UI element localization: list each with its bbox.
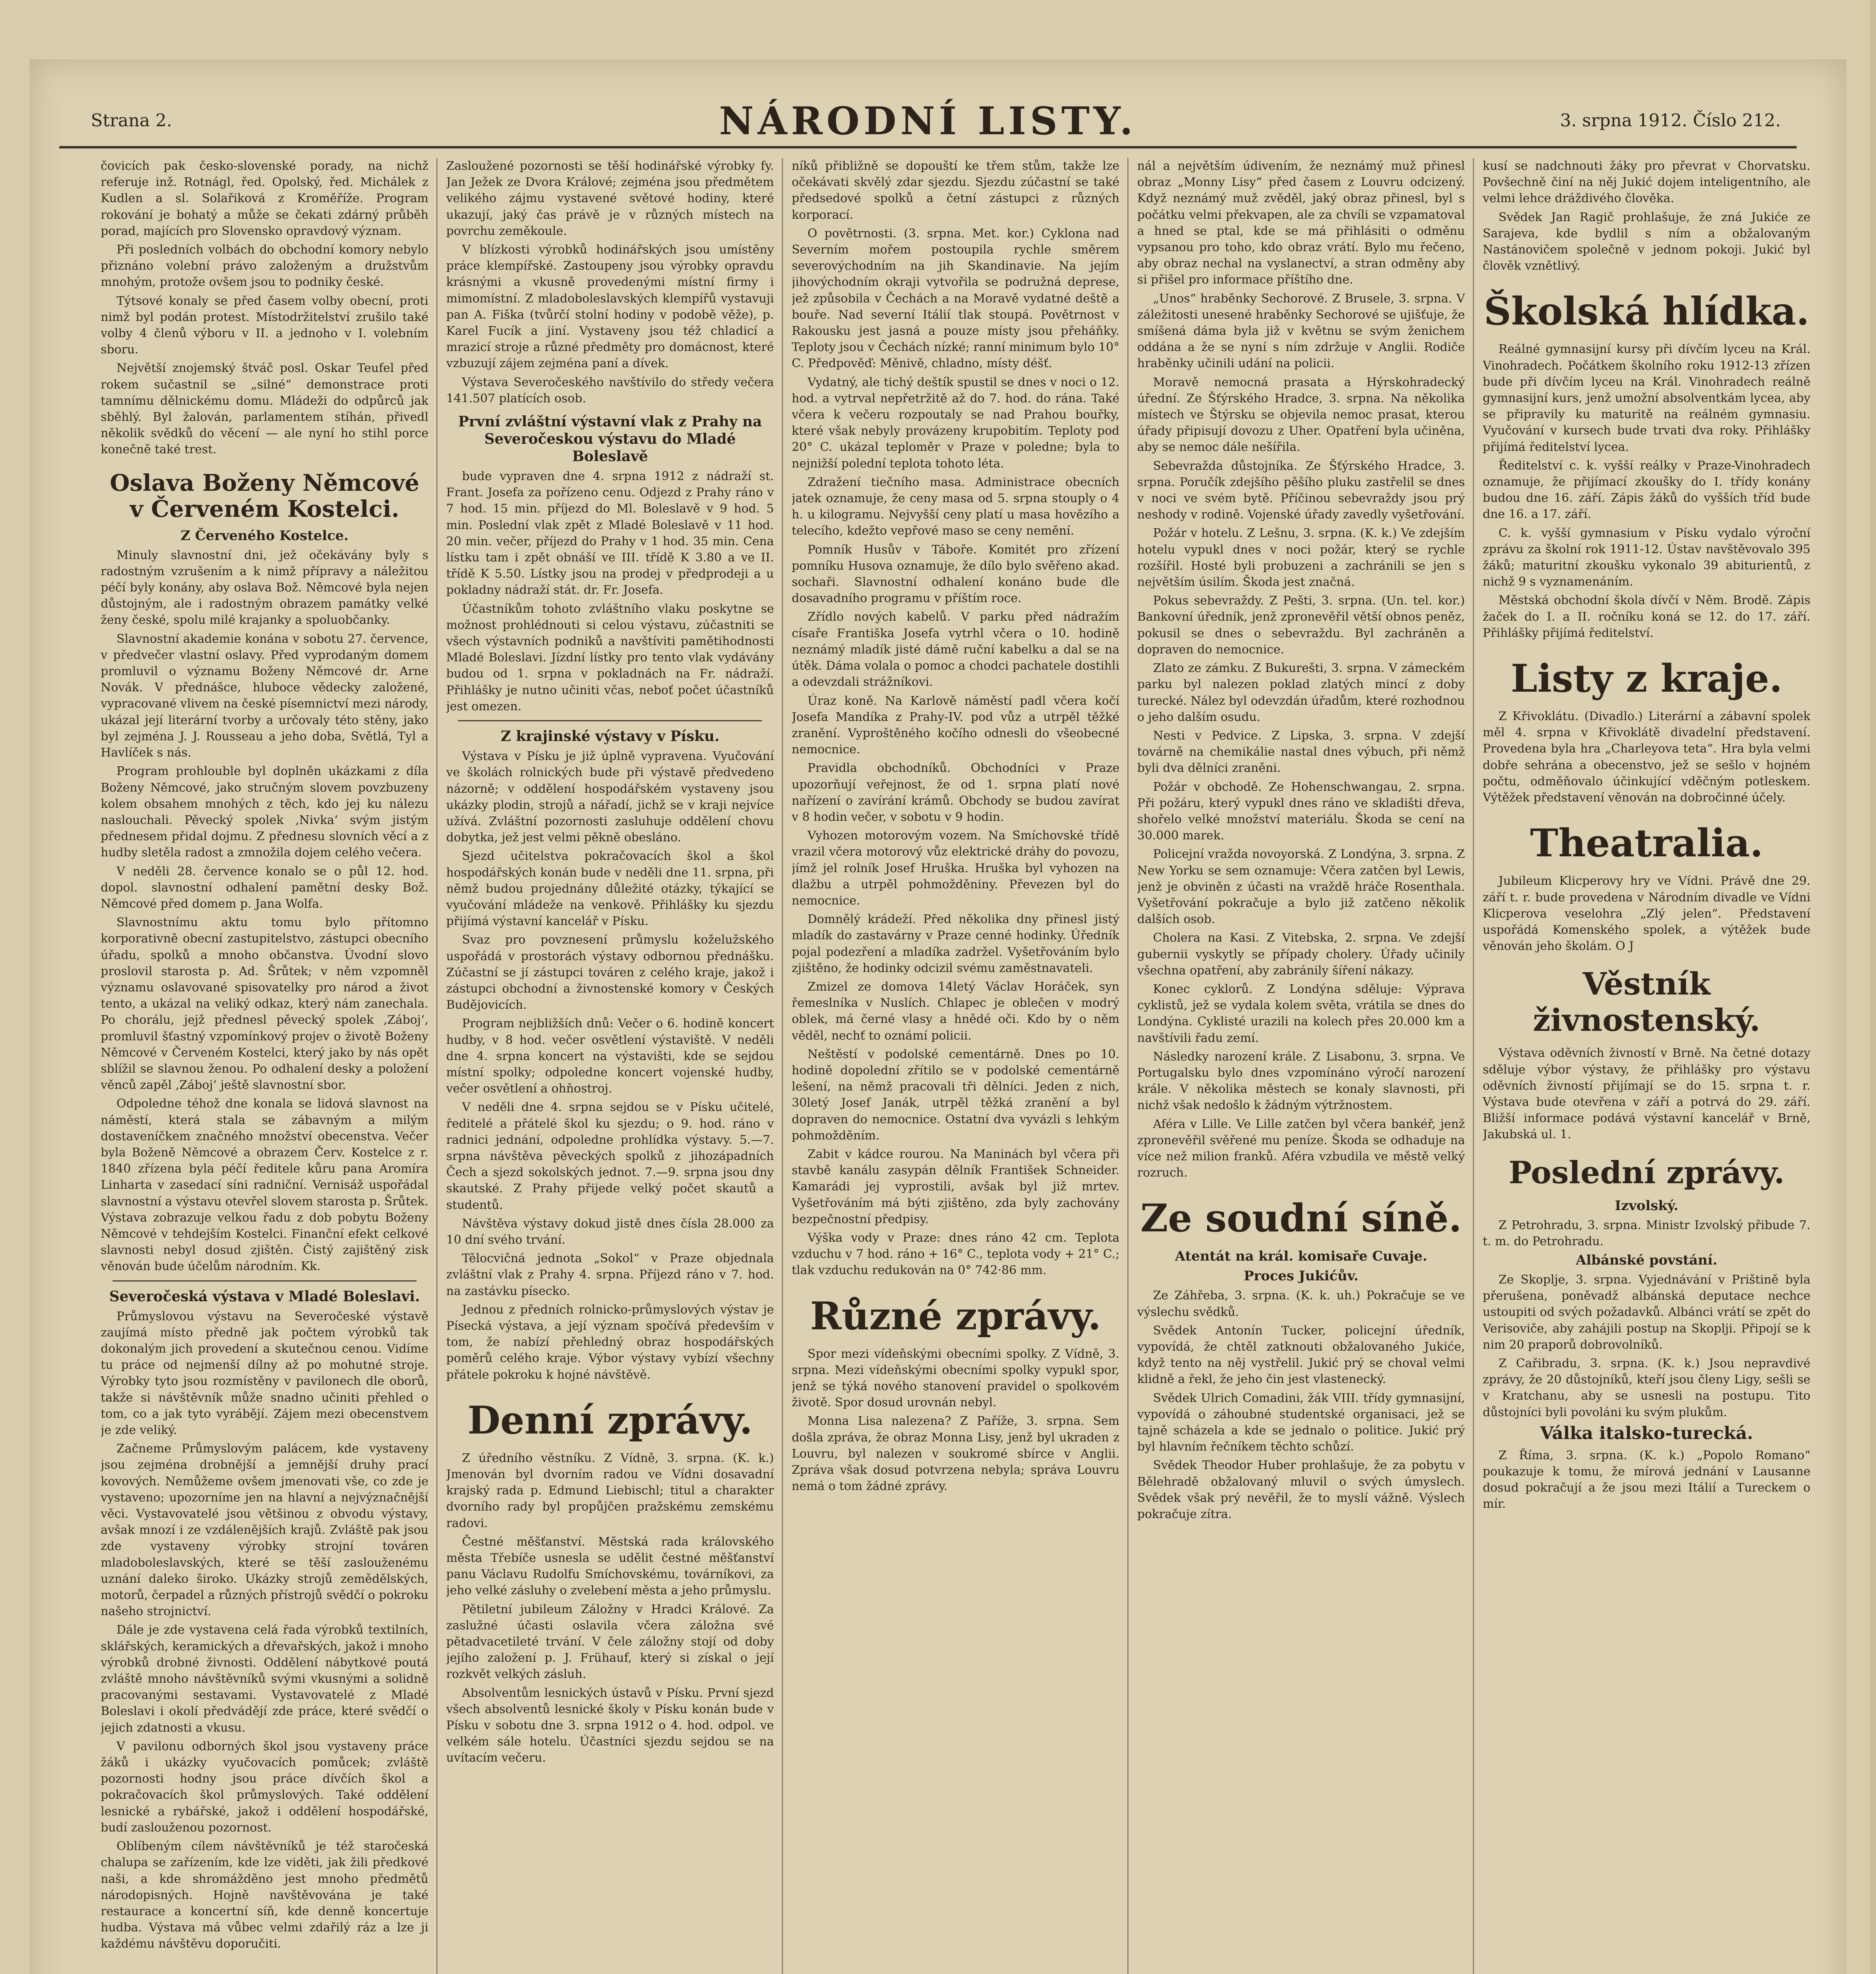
section-headline: Školská hlídka. xyxy=(1484,289,1810,334)
paragraph: Svědek Theodor Huber prohlašuje, že za pobytu v Bělehradě obžalovaný mluvil o svých úmyslech. Svědek však prý nevěřil, že to myslí vážně. Výslech pokračuje zítra. xyxy=(1137,1458,1465,1522)
paragraph: Tělocvičná jednota „Sokol“ v Praze objednala zvláštní vlak z Prahy 4. srpna. Příjezd ráno v 7. hod. na zastávku písecko. xyxy=(446,1252,774,1298)
column-3 xyxy=(792,158,1119,1974)
paragraph: Domnělý krádeží. Před několika dny přinesl jistý mladík do zastavárny v Praze cenné hodinky. Úředník pojal podezření a mladíka zadržel. Vyšetřováním bylo zjištěno, že hodinky odcizil svému zaměstnavateli. xyxy=(792,912,1119,975)
paragraph: Zřídlo nových kabelů. V parku před nádražím císaře Františka Josefa vytrhl včera o 10. hodině neznámý mladík jisté dámě ruční kabelku a dal se na útěk. Dáma volala o pomoc a chodci pachatele dostihli a odevzdali strážníkovi. xyxy=(792,610,1119,689)
paragraph: Vydatný, ale tichý deštík spustil se dnes v noci o 12. hod. a vytrval nepřetržitě až do 7. hod. do rána. Také včera k večeru rozpoutaly se nad Prahou bouřky, které však nebyly provázeny krupobitím. Teploty pod 20° C. ukázal teploměr v Praze v poledne; byla to nejnižší polední teplota tohoto léta. xyxy=(792,375,1119,471)
paragraph: Z Říma, 3. srpna. (K. k.) „Popolo Romano“ poukazuje k tomu, že mírová jednání v Lausanne dosud pokračují a že jsou mezi Itálií a Tureckem o mír. xyxy=(1483,1448,1810,1511)
paragraph: C. k. vyšší gymnasium v Písku vydalo výroční zprávu za školní rok 1911-12. Ústav navštěvovalo 395 žáků; maturitní zkoušku vykonalo 39 abiturientů, z nichž 9 s vyznamenáním. xyxy=(1483,526,1810,589)
paragraph: Slavnostnímu aktu tomu bylo přítomno korporativně obecní zastupitelstvo, zástupci obecního úřadu, spolků a mnoho občanstva. Úvodní slovo proslovil starosta p. Ad. Šrůtek; v něm vzpomněl významu oslavované spisovatelky pro národ a život tento, a ukázal na veliký odkaz, který nám zanechala. Po chorálu, jejž přednesl pěvecký spolek ‚Záboj‘, promluvil šťastný vzpomínkový projev o životě Boženy Němcové v Červeném Kostelci, který jako by nás opět sblížil se slavnou ženou. Po odhalení desky a položení věnců zapěl ‚Záboj‘ ještě slavnostní sbor. xyxy=(101,916,428,1092)
section-headline: Různé zprávy. xyxy=(810,1293,1101,1338)
paragraph: Spor mezi vídeňskými obecními spolky. Z Vídně, 3. srpna. Mezi vídeňskými obecními spolky vypukl spor, jenž se týká nového stanovení pravidel o spolkovém životě. Spor dosud urovnán nebyl. xyxy=(792,1347,1119,1410)
paragraph: Oblíbeným cílem návštěvníků je též staročeská chalupa se zařízením, kde lze viděti, jak žili předkové naši, a kde shromážděno jest mnoho předmětů národopisných. Hojně navštěvována je také restaurace a koncertní síň, kde denně koncertuje hudba. Výstava má vůbec velmi zdařilý ráz a lze ji každému návštěvu doporučiti. xyxy=(101,1839,428,1951)
paragraph: Aféra v Lille. Ve Lille zatčen byl včera bankéř, jenž zpronevěřil svěřené mu peníze. Škoda se odhaduje na více než milion franků. Aféra vzbudila ve městě velký rozruch. xyxy=(1137,1117,1465,1180)
paragraph: Průmyslovou výstavu na Severočeské výstavě zaujímá místo předně jak počtem výrobků tak dokonalým jich provedení a skutečnou cenou. Vidíme tu práce od nejmenší dílny až po mohutné stroje. Výrobky tyto jsou rozmístěny v pavilonech dle oborů, takže si návštěvník může snadno učiniti přehled o tom, co a jak tyto vyrábějí. Zájem mezi obecenstvem je zde veliký. xyxy=(101,1309,428,1437)
article-subtitle: Z Červeného Kostelce. xyxy=(180,527,349,544)
paragraph: Zlato ze zámku. Z Bukurešti, 3. srpna. V zámeckém parku byl nalezen poklad zlatých mincí z doby turecké. Nález byl odevzdán úřadům, které rozhodnou o jeho dalším osudu. xyxy=(1137,661,1465,724)
paragraph: Nesti v Pedvice. Z Lipska, 3. srpna. V zdejší továrně na chemikálie nastal dnes výbuch, při němž byli dva dělníci zraněni. xyxy=(1137,728,1465,775)
column-1 xyxy=(101,158,428,1974)
column-4 xyxy=(1137,158,1465,1974)
divider xyxy=(113,1280,417,1282)
section-headline: Ze soudní síně. xyxy=(1140,1196,1462,1241)
section-headline: Listy z kraje. xyxy=(1510,656,1783,701)
article-headline: Z krajinské výstavy v Písku. xyxy=(500,728,720,745)
paragraph: Pomník Husův v Táboře. Komitét pro zřízení pomníku Husova oznamuje, že dílo bylo svěřeno akad. sochaři. Slavnostní odhalení konáno bude dle dosavadního programu v příštím roce. xyxy=(792,542,1119,606)
article-headline: Oslava Boženy Němcové v Červeném Kostelci. xyxy=(110,469,419,522)
paragraph: Z úředního věstníku. Z Vídně, 3. srpna. (K. k.) Jmenován byl dvorním radou ve Vídni dosavadní krajský rada p. Edmund Liebischl; titul a charakter dvorního rady byl propůjčen pražskému zemskému radovi. xyxy=(446,1451,774,1530)
column-rule xyxy=(1473,158,1474,1974)
paragraph: Program nejbližších dnů: Večer o 6. hodině koncert hudby, v 8 hod. večer osvětlení výstaviště. V neděli dne 4. srpna koncert na výstavišti, kde se sejdou místní spolky; odpoledne koncert vojenské hudby, večer osvětlení a ohňostroj. xyxy=(446,1017,774,1096)
column-2 xyxy=(446,158,774,1974)
paragraph: Požár v obchodě. Ze Hohenschwangau, 2. srpna. Při požáru, který vypukl dnes ráno ve skladišti dřeva, shořelo velké množství materiálu. Škoda se cení na 30.000 marek. xyxy=(1137,780,1465,843)
paragraph: Z Petrohradu, 3. srpna. Ministr Izvolský přibude 7. t. m. do Petrohradu. xyxy=(1483,1218,1810,1248)
paragraph: Slavnostní akademie konána v sobotu 27. července, v předvečer vlastní oslavy. Před vyprodaným domem promluvil o významu Boženy Němcové dr. Arne Novák. V přednášce, hluboce vědecky založené, vypracované vlivem na české písemnictví mezi národy, ukázal její literární tvorby a určovaly této stěny, jako byl zejména J. J. Rousseau a jeho doba, Světlá, Tyl a Havlíček s nás. xyxy=(101,632,428,760)
paragraph: V neděli dne 4. srpna sejdou se v Písku učitelé, ředitelé a přátelé škol ku sjezdu; o 9. hod. ráno v radnici jednání, odpoledne prohlídka výstavy. 5.—7. srpna návštěva pěveckých spolků z jihozápadních Čech a sjezd sokolských jednot. 7.—9. srpna jsou dny skautské. Z Prahy přijede velký počet skautů a studentů. xyxy=(446,1100,774,1212)
paragraph: Ředitelství c. k. vyšší reálky v Praze-Vinohradech oznamuje, že přijímací zkoušky do I. třídy konány budou dne 16. září. Zápis žáků do vyšších tříd bude dne 16. a 17. září. xyxy=(1483,458,1810,522)
paragraph: Následky narození krále. Z Lisabonu, 3. srpna. Ve Portugalsku bylo dnes vzpomínáno výročí narození krále. V několika městech se konaly slavnosti, při nichž však nedošlo k žádným výtržnostem. xyxy=(1137,1049,1465,1113)
paragraph: Svědek Ulrich Comadini, žák VIII. třídy gymnasijní, vypovídá o záhoubné studentské organisaci, jež se tajně scházela a kde se jednalo o politice. Jukić prý byl hlavním řečníkem těchto schůzí. xyxy=(1137,1391,1465,1454)
paragraph: níků přibližně se dopouští ke třem stům, takže lze očekávati skvělý zdar sjezdu. Sjezdu zúčastní se také předsedové spolků a četní zástupci z různých korporací. xyxy=(792,159,1119,222)
paragraph: Největší znojemský štváč posl. Oskar Teufel před rokem sučastnil se „silné“ demonstrace proti tamnímu dělnickému domu. Mládeži do odpůrců jak sběhlý. Byl žalován, parlamentem stíhán, přivedl několik svědků do věcení — ale nyní ho stihl porce konečně také trest. xyxy=(101,361,428,457)
paragraph: Čestné měšťanství. Městská rada královského města Třebíče usnesla se udělit čestné měšťanství panu Václavu Rudolfu Smíchovskému, továrníkovi, za jeho velké zásluhy o zvelebení města a jeho průmyslu. xyxy=(446,1535,774,1598)
column-rule xyxy=(1127,158,1129,1974)
paragraph: Absolventům lesnických ústavů v Písku. První sjezd všech absolventů lesnické školy v Písku konán bude v Písku v sobotu dne 3. srpna 1912 o 4. hod. odpol. ve velkém sále hotelu. Účastníci sjezdu sejdou se na uvítacím večeru. xyxy=(446,1686,774,1765)
paragraph: Úraz koně. Na Karlově náměstí padl včera kočí Josefa Mandíka z Prahy-IV. pod vůz a utrpěl těžké zranění. Vyproštěného kočího odnesli do všeobecné nemocnice. xyxy=(792,694,1119,757)
paragraph: Moravě nemocná prasata a Hýrskohradecký úřední. Ze Šťýrského Hradce, 3. srpna. Na několika místech ve Štýrsku se objevila nemoc prasat, kterou úřady připisují dovozu z Uher. Opatření byla učiněna, aby se nemoc dále nešířila. xyxy=(1137,375,1465,454)
paragraph: Zmizel ze domova 14letý Václav Horáček, syn řemeslníka v Nuslích. Chlapec je oblečen v modrý oblek, má černé vlasy a hnědé oči. Kdo by o něm věděl, nechť to oznámí policii. xyxy=(792,979,1119,1043)
page-number: Strana 2. xyxy=(91,111,172,131)
scan-edge xyxy=(1870,0,1876,1974)
masthead xyxy=(59,99,1797,148)
column-rule xyxy=(782,158,783,1974)
section-headline: Denní zprávy. xyxy=(467,1398,753,1443)
paragraph: Zasloužené pozornosti se těší hodinářské výrobky fy. Jan Ježek ze Dvora Králové; zejména jsou předmětem velikého zájmu vystavené světové hodiny, které ukazují, jaký čas právě je v různých místech na povrchu zeměkoule. xyxy=(446,159,774,238)
section-headline: Poslední zprávy. xyxy=(1508,1154,1785,1191)
paragraph: Při posledních volbách do obchodní komory nebylo přiznáno volební právo založeným a družstvům mnohým, protože ovšem jsou to podniky české. xyxy=(101,243,428,289)
article-subtitle: Proces Jukićův. xyxy=(1243,1268,1359,1284)
paragraph: Začneme Průmyslovým palácem, kde vystaveny jsou zejména drobnější a jemnější druhy prací kovových. Nemůžeme ovšem jmenovati vše, co zde je vystaveno; upozorníme jen na hlavní a nejvýznačnější věci. Vystavovatelé jsou většinou z obvodu výstavy, avšak mnozí i ze vzdálenějších krajů. Zvláště pak jsou zde vystaveny výrobky strojní továren mladoboleslavských, které se těší zaslouženému uznání daleko široko. Ukázky strojů zemědělských, motorů, čerpadel a různých přístrojů svědčí o pokroku našeho strojnictví. xyxy=(101,1442,428,1619)
paragraph: Z Cařibradu, 3. srpna. (K. k.) Jsou nepravdivé zprávy, že 20 důstojníků, kteří jsou členy Ligy, sešli se v Kratchanu, aby se usnesli na postupu. Tito důstojníci byli povoláni ku svým plukům. xyxy=(1483,1356,1810,1419)
paragraph: Výstava oděvních živností v Brně. Na četné dotazy sděluje výbor výstavy, že přihlášky pro výstavu oděvních živností přijímají se do 15. srpna t. r. Výstava bude otevřena v září a potrvá do 29. září. Bližší informace podává výstavní kancelář v Brně, Jakubská ul. 1. xyxy=(1483,1046,1810,1142)
paragraph: Monna Lisa nalezena? Z Paříže, 3. srpna. Sem došla zpráva, že obraz Monna Lisy, jenž byl ukraden z Louvru, byl nalezen v soukromé sbírce v Anglii. Zpráva však dosud potvrzena nebyla; správa Louvru nemá o tom žádné zprávy. xyxy=(792,1414,1119,1494)
paragraph: Z Křivoklátu. (Divadlo.) Literární a zábavní spolek měl 4. srpna v Křivoklátě divadelní představení. Provedena byla hra „Charleyova teta“. Hra byla velmi dobře sehrána a obecenstvo, jež se sešlo v hojném počtu, odměňovalo účinkující vděčným potleskem. Výtěžek představení věnován na dobročinné účely. xyxy=(1483,709,1810,805)
paragraph: Městská obchodní škola dívčí v Něm. Brodě. Zápis žaček do I. a II. ročníku koná se 12. do 17. září. Přihlášky přijímá ředitelství. xyxy=(1483,593,1810,640)
paragraph: Pokus sebevraždy. Z Pešti, 3. srpna. (Un. tel. kor.) Bankovní úředník, jenž zpronevěřil větší obnos peněz, pokusil se dnes o sebevraždu. Byl zachráněn a dopraven do nemocnice. xyxy=(1137,594,1465,657)
paragraph: Sjezd učitelstva pokračovacích škol a škol hospodářských konán bude v neděli dne 11. srpna, při němž budou projednány důležité otázky, týkající se vyučování mládeže na venkově. Přihlášky ku sjezdu přijímá výstavní kancelář v Písku. xyxy=(446,849,774,929)
paragraph: Dále je zde vystavena celá řada výrobků textilních, sklářských, keramických a dřevařských, jakož i mnoho výrobků drobné živnosti. Oddělení nábytkové poutá zvláště mnoho návštěvníků svými vkusnými a solidně pracovanými sestavami. Vystavovatelé z Mladé Boleslavi i okolí předvádějí zde práce, které svědčí o jejich zdatnosti a vkusu. xyxy=(101,1623,428,1735)
paragraph: Konec cyklorů. Z Londýna sděluje: Výprava cyklistů, jež se vydala kolem světa, vrátila se dnes do Londýna. Cyklisté urazili na kolech přes 20.000 km a navštívili řadu zemí. xyxy=(1137,982,1465,1045)
article-subtitle: Albánské povstání. xyxy=(1576,1252,1718,1268)
paragraph: Výška vody v Praze: dnes ráno 42 cm. Teplota vzduchu v 7 hod. ráno + 16° C., teplota vody + 21° C.; tlak vzduchu redukován na 0° 742·86 mm. xyxy=(792,1231,1119,1278)
paragraph: Reálné gymnasijní kursy při dívčím lyceu na Král. Vinohradech. Počátkem školního roku 1912-13 zřízen bude při dívčím lyceu na Král. Vinohradech reálně gymnasijní kurs, jenž umožní absolventkám lycea, aby se připravily ku maturitě na reálném gymnasiu. Vyučování v kursech bude trvati dva roky. Přihlášky přijímá ředitelství lycea. xyxy=(1483,342,1810,454)
column-5 xyxy=(1483,158,1810,1974)
paragraph: bude vypraven dne 4. srpna 1912 z nádraží st. Frant. Josefa za pořízeno cenu. Odjezd z Prahy ráno v 7 hod. 15 min. příjezd do Ml. Boleslavě v 9 hod. 5 min. Poslední vlak zpět z Mladé Boleslavě v 11 hod. 20 min. večer, příjezd do Prahy v 1 hod. 35 min. Cena lístku tam i zpět obnáší ve III. třídě K 3.80 a ve II. třídě K 5.50. Lístky jsou na prodej v předprodeji a u pokladny nádraží stát. dr. Fr. Josefa. xyxy=(446,469,774,597)
paragraph: Pravidla obchodníků. Obchodníci v Praze upozorňují veřejnost, že od 1. srpna platí nové nařízení o zavírání krámů. Obchody se budou zavírat v 8 hodin večer, v sobotu v 9 hodin. xyxy=(792,761,1119,824)
paragraph: Výstava Severočeského navštívilo do středy večera 141.507 platících osob. xyxy=(446,375,774,405)
paragraph: Pětiletní jubileum Záložny v Hradci Králové. Za zaslužné účasti oslavila včera záložna své pětadvacetileté trvání. V čele záložny stojí od doby jejího založení p. J. Frühauf, který si získal o její rozkvět velkých zásluh. xyxy=(446,1602,774,1681)
paragraph: Jubileum Klicperovy hry ve Vídni. Právě dne 29. září t. r. bude provedena v Národním divadle ve Vídni Klicperova veselohra „Zlý jelen“. Představení uspořádá Komenského spolek, a výtěžek bude věnován jeho školám. O J xyxy=(1483,874,1810,953)
paragraph: Účastníkům tohoto zvláštního vlaku poskytne se možnost prohlédnouti si celou výstavu, zúčastniti se všech výstavních podniků a navštíviti pamětihodnosti Mladé Boleslavi. Jízdní lístky pro tento vlak vydávány budou od 1. srpna v pokladnách na Fr. nádraží. Přihlášky je nutno učiniti včas, neboť počet účastníků jest omezen. xyxy=(446,602,774,713)
newspaper-title: NÁRODNÍ LISTY. xyxy=(719,99,1137,143)
paragraph: Vyhozen motorovým vozem. Na Smíchovské třídě vrazil včera motorový vůz elektrické dráhy do povozu, jímž jel rolník Josef Hruška. Hruška byl vyhozen na dlažbu a utrpěl pohmožděniny. Převezen byl do nemocnice. xyxy=(792,829,1119,908)
article-subtitle: Atentát na král. komisaře Cuvaje. xyxy=(1175,1248,1427,1265)
paragraph: Výstava v Písku je již úplně vypravena. Vyučování ve školách rolnických bude při výstavě předvedeno názorně; v oddělení hospodářském vystaveny jsou ukázky plodin, strojů a nářadí, jichž se v kraji nejvíce užívá. Zvláštní pozornosti zasluhuje oddělení chovu dobytka, jež jest velmi pěkně obesláno. xyxy=(446,749,774,845)
paragraph: Jednou z předních rolnicko-průmyslových výstav je Písecká výstava, a její význam spočívá především v tom, že nabízí přehledný obraz hospodářských poměrů celého kraje. Výbor výstavy vybízí všechny přátele pokroku k hojné návštěvě. xyxy=(446,1302,774,1382)
column-rule xyxy=(436,158,438,1974)
section-headline: Věstník živnostenský. xyxy=(1533,966,1760,1039)
paragraph: Cholera na Kasi. Z Vitebska, 2. srpna. Ve zdejší gubernii vyskytly se případy cholery. Úřady učinily všechna opatření, aby zabránily šíření nákazy. xyxy=(1137,931,1465,978)
paragraph: O povětrnosti. (3. srpna. Met. kor.) Cyklona nad Severním mořem postoupila rychle směrem severovýchodním na jih Skandinavie. Na jejím jihovýchodním okraji vytvořila se podružná deprese, jež způsobila v Čechách a na Moravě vydatné deště a bouře. Nad severní Itálií tlak stoupá. Povětrnost v Rakousku jest jasná a pouze místy jsou přeháňky. Teploty jsou v Čechách nízké; ranní minimum bylo 10° C. Předpověď: Měnivě, chladno, místy déšť. xyxy=(792,226,1119,371)
article-headline: Severočeská výstava v Mladé Boleslavi. xyxy=(109,1288,420,1305)
paragraph: Ze Záhřeba, 3. srpna. (K. k. uh.) Pokračuje se ve výslechu svědků. xyxy=(1137,1289,1465,1319)
paragraph: Ze Skoplje, 3. srpna. Vyjednávání v Prištině byla přerušena, poněvadž albánská deputace nechce ustoupiti od svých požadavků. Albánci vrátí se zpět do Verisoviče, aby zahájili postup na Skoplji. Připojí se k nim 20 praporů dobrovolníků. xyxy=(1483,1272,1810,1352)
paragraph: čovicích pak česko-slovenské porady, na nichž referuje inž. Rotnágl, řed. Opolský, řed. Michálek z Kudlen a sl. Solařiková z Kroměříže. Program rokování je bohatý a může se čekati zdárný průběh porad, majících pro Slovensko opravdový význam. xyxy=(101,159,428,238)
paragraph: Zdražení tiečního masa. Administrace obecních jatek oznamuje, že ceny masa od 5. srpna stouply o 4 h. u kilogramu. Nejvyšší ceny platí u masa hovězího a telecího, kdežto vepřové maso se ceny nemění. xyxy=(792,475,1119,538)
paragraph: „Unos“ hraběnky Sechorové. Z Brusele, 3. srpna. V záležitosti unesené hraběnky Sechorové se ujišťuje, že smíšená dáma byla již v květnu se svým ženichem oddána a že se nyní s ním zdržuje v Anglii. Rodiče hraběnky učinili udání na policii. xyxy=(1137,291,1465,371)
paragraph: Požár v hotelu. Z Lešnu, 3. srpna. (K. k.) Ve zdejším hotelu vypukl dnes v noci požár, který se rychle rozšířil. Hosté byli probuzeni a zachránili se jen s největším úsilím. Škoda jest značná. xyxy=(1137,526,1465,589)
paragraph: Návštěva výstavy dokud jistě dnes čísla 28.000 za 10 dní svého trvání. xyxy=(446,1216,774,1247)
paragraph: Svědek Antonín Tucker, policejní úředník, vypovídá, že chtěl zatknouti obžalovaného Jukiće, když tento na něj vystřelil. Jukić prý se choval velmi klidně a řekl, že jeho čin jest vlastenecký. xyxy=(1137,1323,1465,1387)
paragraph: Týtsové konaly se před časem volby obecní, proti nimž byl podán protest. Místodržitelství zrušilo také volby 4 členů výboru v II. a jednoho v I. volebním sboru. xyxy=(101,294,428,357)
article-headline: První zvláštní výstavní vlak z Prahy na Severočeskou výstavu do Mladé Boleslavě xyxy=(458,413,762,465)
paragraph: V pavilonu odborných škol jsou vystaveny práce žáků i ukázky vyučovacích pomůcek; zvláště pozornosti hodny jsou práce dívčích škol a pokračovacích škol průmyslových. Také oddělení lesnické a rybářské, jakož i oddělení hospodářské, budí zaslouženou pozornost. xyxy=(101,1739,428,1835)
paragraph: V blízkosti výrobků hodinářských jsou umístěny práce klempířské. Zastoupeny jsou výrobky opravdu krásnými a vkusně provedenými místní firmy i mimomístní. Z mladoboleslavských klempířů vystavuji pan A. Fiška (tvůrčí stolní hodiny v podobě věže), p. Karel Fucík a jiní. Vystaveny jsou též chladicí a mrazicí stroje a různé předměty pro domácnost, které vzbuzují zájem zejména paní a dívek. xyxy=(446,243,774,371)
paragraph: Odpoledne téhož dne konala se lidová slavnost na náměstí, která stala se zábavným a milým dostaveníčkem značného množství obecenstva. Večer byla Boženě Němcové a obrazem Červ. Kostelce z r. 1840 zřízena byla péčí ředitele kůru pana Aromíra Linharta v zasedací síni radniční. Vernisáž uspořádal slavnostní a výstavu otevřel slovem starosta p. Šrůtek. Výstava zobrazuje velkou řadu z dob pobytu Boženy Němcové v tehdejším Kostelci. Finanční efekt celkové slavnosti nebyl dosud zjištěn. Čistý zajištěný zisk věnován bude účelům národním. Kk. xyxy=(101,1097,428,1274)
divider xyxy=(458,720,762,721)
article-subtitle: Válka italsko-turecká. xyxy=(1540,1423,1753,1443)
paragraph: V neděli 28. července konalo se o půl 12. hod. dopol. slavnostní odhalení pamětní desky Bož. Němcové před domem p. Jana Wolfa. xyxy=(101,864,428,911)
paragraph: Program prohlouble byl doplněn ukázkami z díla Boženy Němcové, jako stručným slovem povzbuzeny kolem obsahem mnohých z těch, kdo jej ku nálezu naslouchali. Pěvecký spolek ‚Nivka‘ svým jistým přednesem přidal dojmu. Z přednesu slovních věcí a z hudby sletěla radost a zmnožila dojem celého večera. xyxy=(101,764,428,860)
paragraph: Minuly slavnostní dni, jež očekávány byly s radostným vzrušením a k nimž přípravy a náležitou péčí byly konány, aby oslava Bož. Němcové byla nejen důstojným, ale i radostným obrazem památky velké ženy české, spolu milé krajanky a spoluobčanky. xyxy=(101,548,428,627)
paragraph: kusí se nadchnouti žáky pro převrat v Chorvatsku. Povšechně činí na něj Jukić dojem inteligentního, ale velmi lehce dráždivého člověka. xyxy=(1483,159,1810,206)
paragraph: nál a největším údivením, že neznámý muž přinesl obraz „Monny Lisy“ před časem z Louvru odcizený. Když neznámý muž zvěděl, jaký obraz přinesl, byl s počátku velmi překvapen, ale za chvíli se vzpamatoval a hned se ptal, kde se má přihlásiti o odměnu vypsanou pro toho, kdo obraz vrátí. Bylo mu řečeno, aby obraz nechal na vyslanectví, a stran odměny aby si přišel pro informace příštího dne. xyxy=(1137,159,1465,287)
paragraph: Zabit v kádce rourou. Na Maninách byl včera při stavbě kanálu zasypán dělník František Schneider. Kamarádi jej vyprostili, avšak byl již mrtev. Vyšetřováním má býti zjištěno, zda byly zachovány bezpečnostní předpisy. xyxy=(792,1147,1119,1226)
paragraph: Policejní vražda novoyorská. Z Londýna, 3. srpna. Z New Yorku se sem oznamuje: Včera zatčen byl Lewis, jenž je obviněn z účasti na vraždě hráče Rosenthala. Vyšetřování pokračuje a bylo již zatčeno několik dalších osob. xyxy=(1137,847,1465,927)
paragraph: Sebevražda důstojníka. Ze Šťýrského Hradce, 3. srpna. Poručík zdejšího pěšího pluku zastřelil se dnes v noci ve svém bytě. Příčinou sebevraždy jsou prý neshody v rodině. Vojenské úřady zavedly vyšetřování. xyxy=(1137,459,1465,522)
paragraph: Svaz pro povznesení průmyslu koželužského uspořádá v prostorách výstavy odbornou přednášku. Zúčastní se jí zástupci továren z celého kraje, jakož i zástupci obchodní a živnostenské komory v Českých Budějovicích. xyxy=(446,933,774,1012)
issue-date: 3. srpna 1912. Číslo 212. xyxy=(1560,111,1781,131)
article-subtitle: Izvolský. xyxy=(1615,1197,1679,1214)
paragraph: Neštěstí v podolské cementárně. Dnes po 10. hodině dopolední zřítilo se v podolské cementárně lešení, na němž pracovali tři dělníci. Jeden z nich, 30letý Josef Janák, utrpěl těžká zranění a byl dopraven do nemocnice. Ostatní dva vyvázli s lehkým pohmožděním. xyxy=(792,1047,1119,1143)
section-headline: Theatralia. xyxy=(1530,821,1763,866)
paragraph: Svědek Jan Ragič prohlašuje, že zná Jukiće ze Sarajeva, kde bydlil s ním a obžalovaným Nastánovičem společně v jednom pokoji. Jukić byl člověk vznětlivý. xyxy=(1483,210,1810,273)
